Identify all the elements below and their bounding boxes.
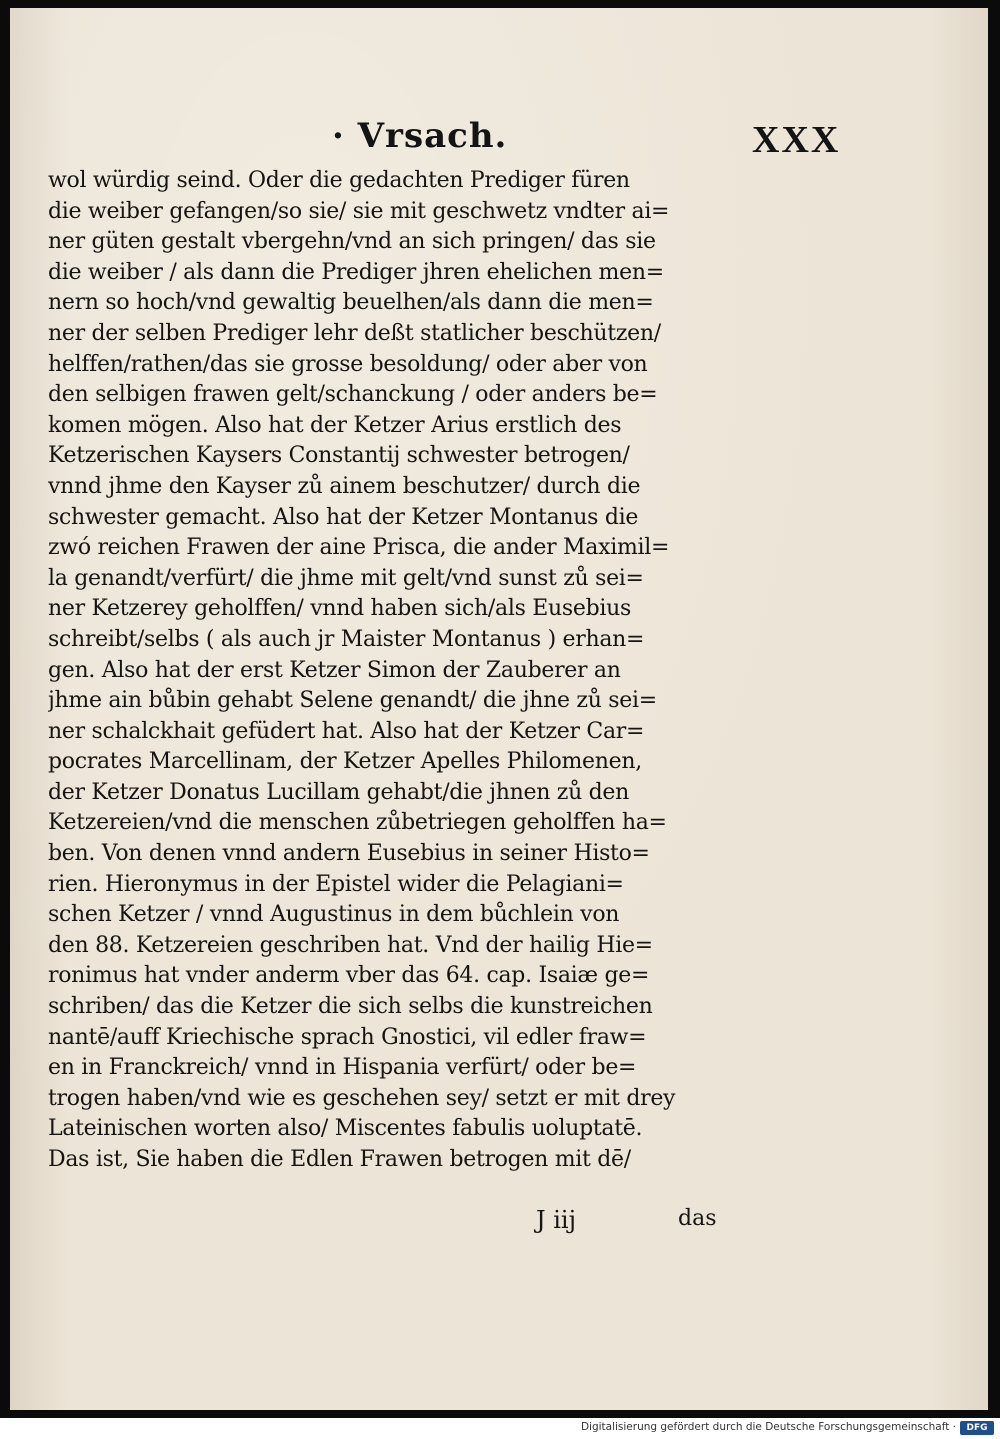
book-page bbox=[10, 8, 988, 1410]
footer bbox=[0, 1418, 1000, 1439]
text-line: trogen haben/vnd wie es geschehen sey/ setzt er mit drey bbox=[48, 1085, 676, 1111]
text-line: ner güten gestalt vbergehn/vnd an sich pringen/ das sie bbox=[48, 229, 656, 255]
text-line: schriben/ das die Ketzer die sich selbs die kunstreichen bbox=[48, 994, 653, 1020]
text-line: der Ketzer Donatus Lucillam gehabt/die jhnen zů den bbox=[48, 779, 629, 805]
text-line: die weiber gefangen/so sie/ sie mit geschwetz vndter ai= bbox=[48, 198, 670, 224]
text-line: Ketzereien/vnd die menschen zůbetriegen geholffen ha= bbox=[48, 810, 667, 836]
text-line: ronimus hat vnder anderm vber das 64. cap. Isaiæ ge= bbox=[48, 963, 650, 989]
text-line: ner Ketzerey geholffen/ vnnd haben sich/als Eusebius bbox=[48, 596, 631, 622]
text-line: nantē/auff Kriechische sprach Gnostici, vil edler fraw= bbox=[48, 1024, 647, 1050]
text-line: ner schalckhait gefüdert hat. Also hat der Ketzer Car= bbox=[48, 718, 645, 744]
running-head: · Vrsach. bbox=[332, 116, 508, 156]
text-line: wol würdig seind. Oder die gedachten Prediger füren bbox=[48, 168, 630, 193]
text-line: den 88. Ketzereien geschriben hat. Vnd der hailig Hie= bbox=[48, 932, 653, 958]
text-line: Ketzerischen Kaysers Constantij schwester betrogen/ bbox=[48, 443, 630, 469]
text-line: schreibt/selbs ( als auch jr Maister Montanus ) erhan= bbox=[48, 626, 645, 652]
text-line: nern so hoch/vnd gewaltig beuelhen/als dann die men= bbox=[48, 290, 654, 316]
text-line: den selbigen frawen gelt/schanckung / oder anders be= bbox=[48, 382, 658, 408]
text-line: Das ist, Sie haben die Edlen Frawen betrogen mit dē/ bbox=[48, 1147, 631, 1172]
text-line: jhme ain bůbin gehabt Selene genandt/ die jhne zů sei= bbox=[48, 688, 657, 714]
text-line: vnnd jhme den Kayser zů ainem beschutzer/ durch die bbox=[48, 473, 641, 499]
text-line: Lateinischen worten also/ Miscentes fabulis uoluptatē. bbox=[48, 1116, 643, 1142]
text-line: komen mögen. Also hat der Ketzer Arius erstlich des bbox=[48, 412, 622, 438]
text-line: zwó reichen Frawen der aine Prisca, die ander Maximil= bbox=[48, 535, 670, 561]
text-line: pocrates Marcellinam, der Ketzer Apelles Philomenen, bbox=[48, 749, 642, 775]
text-line: rien. Hieronymus in der Epistel wider die Pelagiani= bbox=[48, 871, 624, 897]
text-line: la genandt/verfürt/ die jhme mit gelt/vnd sunst zů sei= bbox=[48, 565, 644, 591]
dfg-logo: DFG bbox=[960, 1421, 994, 1435]
text-line: schen Ketzer / vnnd Augustinus in dem bůchlein von bbox=[48, 902, 620, 928]
text-line: ner der selben Prediger lehr deßt statlicher beschützen/ bbox=[48, 320, 661, 346]
catch-area bbox=[528, 1206, 748, 1240]
text-line: en in Franckreich/ vnnd in Hispania verfürt/ oder be= bbox=[48, 1055, 637, 1081]
signature-mark: J iij bbox=[536, 1206, 577, 1234]
catchword: das bbox=[678, 1206, 717, 1231]
body-text bbox=[48, 166, 748, 1176]
folio-number: XXX bbox=[752, 119, 841, 161]
text-line: die weiber / als dann die Prediger jhren ehelichen men= bbox=[48, 259, 664, 285]
text-line: helffen/rathen/das sie grosse besoldung/ oder aber von bbox=[48, 351, 648, 377]
text-line: schwester gemacht. Also hat der Ketzer Montanus die bbox=[48, 504, 639, 530]
text-line: ben. Von denen vnnd andern Eusebius in seiner Histo= bbox=[48, 841, 650, 867]
funding-credit: Digitalisierung gefördert durch die Deutsche Forschungsgemeinschaft · bbox=[580, 1421, 956, 1433]
text-line: gen. Also hat der erst Ketzer Simon der Zauberer an bbox=[48, 657, 621, 683]
